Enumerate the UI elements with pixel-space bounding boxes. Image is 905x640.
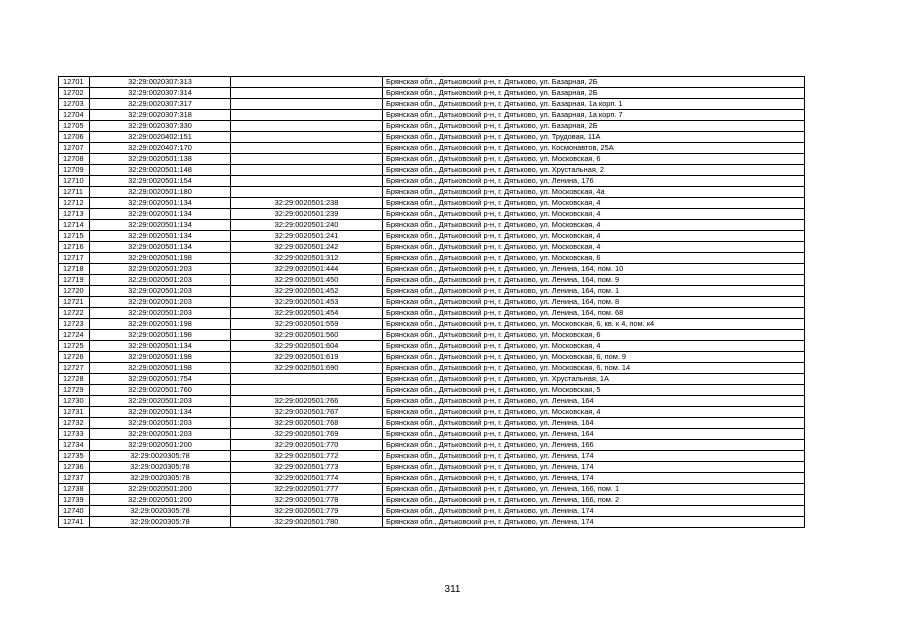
cadastral-number-cell: 32:29:0020407:170 — [90, 143, 231, 154]
row-number-cell: 12726 — [59, 352, 90, 363]
row-number-cell: 12723 — [59, 319, 90, 330]
address-cell: Брянская обл., Дятьковский р-н, г. Дятьково, ул. Московская, 6, кв. к 4, пом. к4 — [383, 319, 805, 330]
row-number-cell: 12717 — [59, 253, 90, 264]
object-number-cell: 32:29:0020501:772 — [231, 451, 383, 462]
address-cell: Брянская обл., Дятьковский р-н, г. Дятьково, ул. Московская, 6 — [383, 154, 805, 165]
row-number-cell: 12712 — [59, 198, 90, 209]
cadastral-number-cell: 32:29:0020501:203 — [90, 297, 231, 308]
row-number-cell: 12727 — [59, 363, 90, 374]
object-number-cell: 32:29:0020501:767 — [231, 407, 383, 418]
row-number-cell: 12728 — [59, 374, 90, 385]
object-number-cell: 32:29:0020501:619 — [231, 352, 383, 363]
object-number-cell: 32:29:0020501:560 — [231, 330, 383, 341]
object-number-cell: 32:29:0020501:452 — [231, 286, 383, 297]
row-number-cell: 12741 — [59, 517, 90, 528]
table-row — [59, 231, 805, 242]
row-number-cell: 12710 — [59, 176, 90, 187]
table-row — [59, 495, 805, 506]
object-number-cell: 32:29:0020501:312 — [231, 253, 383, 264]
table-row — [59, 462, 805, 473]
object-number-cell: 32:29:0020501:780 — [231, 517, 383, 528]
object-number-cell: 32:29:0020501:777 — [231, 484, 383, 495]
row-number-cell: 12740 — [59, 506, 90, 517]
address-cell: Брянская обл., Дятьковский р-н, г. Дятьково, ул. Базарная, 1а корп. 7 — [383, 110, 805, 121]
object-number-cell — [231, 121, 383, 132]
object-number-cell: 32:29:0020501:768 — [231, 418, 383, 429]
table-row — [59, 143, 805, 154]
object-number-cell: 32:29:0020501:773 — [231, 462, 383, 473]
row-number-cell: 12733 — [59, 429, 90, 440]
table-row — [59, 220, 805, 231]
row-number-cell: 12715 — [59, 231, 90, 242]
object-number-cell: 32:29:0020501:769 — [231, 429, 383, 440]
object-number-cell — [231, 187, 383, 198]
address-cell: Брянская обл., Дятьковский р-н, г. Дятьково, ул. Московская, 4 — [383, 242, 805, 253]
table-row — [59, 517, 805, 528]
address-cell: Брянская обл., Дятьковский р-н, г. Дятьково, ул. Московская, 6 — [383, 253, 805, 264]
cadastral-number-cell: 32:29:0020501:134 — [90, 231, 231, 242]
cadastral-number-cell: 32:29:0020501:134 — [90, 198, 231, 209]
address-cell: Брянская обл., Дятьковский р-н, г. Дятьково, ул. Ленина, 176 — [383, 176, 805, 187]
row-number-cell: 12724 — [59, 330, 90, 341]
table-row — [59, 253, 805, 264]
address-cell: Брянская обл., Дятьковский р-н, г. Дятьково, ул. Трудовая, 11А — [383, 132, 805, 143]
table-row — [59, 484, 805, 495]
row-number-cell: 12722 — [59, 308, 90, 319]
address-cell: Брянская обл., Дятьковский р-н, г. Дятьково, ул. Московская, 4 — [383, 407, 805, 418]
object-number-cell: 32:29:0020501:444 — [231, 264, 383, 275]
row-number-cell: 12729 — [59, 385, 90, 396]
object-number-cell — [231, 385, 383, 396]
object-number-cell: 32:29:0020501:239 — [231, 209, 383, 220]
address-cell: Брянская обл., Дятьковский р-н, г. Дятьково, ул. Московская, 4 — [383, 209, 805, 220]
table-row — [59, 165, 805, 176]
row-number-cell: 12718 — [59, 264, 90, 275]
cadastral-number-cell: 32:29:0020501:203 — [90, 396, 231, 407]
table-row — [59, 352, 805, 363]
object-number-cell: 32:29:0020501:778 — [231, 495, 383, 506]
object-number-cell: 32:29:0020501:559 — [231, 319, 383, 330]
cadastral-number-cell: 32:29:0020501:134 — [90, 242, 231, 253]
address-cell: Брянская обл., Дятьковский р-н, г. Дятьково, ул. Ленина, 166 — [383, 440, 805, 451]
table-row — [59, 297, 805, 308]
cadastral-number-cell: 32:29:0020501:203 — [90, 308, 231, 319]
table-row — [59, 88, 805, 99]
row-number-cell: 12737 — [59, 473, 90, 484]
address-cell: Брянская обл., Дятьковский р-н, г. Дятьково, ул. Ленина, 164 — [383, 396, 805, 407]
object-number-cell — [231, 88, 383, 99]
cadastral-number-cell: 32:29:0020501:134 — [90, 209, 231, 220]
table-row — [59, 319, 805, 330]
address-cell: Брянская обл., Дятьковский р-н, г. Дятьково, ул. Базарная, 2Б — [383, 121, 805, 132]
object-number-cell — [231, 374, 383, 385]
row-number-cell: 12714 — [59, 220, 90, 231]
row-number-cell: 12739 — [59, 495, 90, 506]
address-cell: Брянская обл., Дятьковский р-н, г. Дятьково, ул. Ленина, 164, пом. 9 — [383, 275, 805, 286]
object-number-cell: 32:29:0020501:238 — [231, 198, 383, 209]
row-number-cell: 12730 — [59, 396, 90, 407]
table-row — [59, 110, 805, 121]
row-number-cell: 12701 — [59, 77, 90, 88]
table-row — [59, 407, 805, 418]
object-number-cell: 32:29:0020501:779 — [231, 506, 383, 517]
table-row — [59, 451, 805, 462]
cadastral-number-cell: 32:29:0020501:760 — [90, 385, 231, 396]
address-cell: Брянская обл., Дятьковский р-н, г. Дятьково, ул. Космонавтов, 25А — [383, 143, 805, 154]
table-row — [59, 396, 805, 407]
object-number-cell: 32:29:0020501:242 — [231, 242, 383, 253]
object-number-cell: 32:29:0020501:766 — [231, 396, 383, 407]
address-cell: Брянская обл., Дятьковский р-н, г. Дятьково, ул. Ленина, 174 — [383, 506, 805, 517]
row-number-cell: 12711 — [59, 187, 90, 198]
address-cell: Брянская обл., Дятьковский р-н, г. Дятьково, ул. Ленина, 164 — [383, 418, 805, 429]
cadastral-number-cell: 32:29:0020305:78 — [90, 473, 231, 484]
object-number-cell — [231, 165, 383, 176]
object-number-cell — [231, 176, 383, 187]
table-row — [59, 264, 805, 275]
table-row — [59, 330, 805, 341]
cadastral-number-cell: 32:29:0020501:198 — [90, 253, 231, 264]
table-row — [59, 154, 805, 165]
row-number-cell: 12708 — [59, 154, 90, 165]
row-number-cell: 12706 — [59, 132, 90, 143]
cadastral-number-cell: 32:29:0020307:313 — [90, 77, 231, 88]
cadastral-number-cell: 32:29:0020305:78 — [90, 506, 231, 517]
table-row — [59, 506, 805, 517]
address-cell: Брянская обл., Дятьковский р-н, г. Дятьково, ул. Базарная, 2Б — [383, 88, 805, 99]
object-number-cell — [231, 154, 383, 165]
table-row — [59, 121, 805, 132]
address-cell: Брянская обл., Дятьковский р-н, г. Дятьково, ул. Ленина, 164, пом. 10 — [383, 264, 805, 275]
table-row — [59, 77, 805, 88]
address-cell: Брянская обл., Дятьковский р-н, г. Дятьково, ул. Московская, 5 — [383, 385, 805, 396]
address-cell: Брянская обл., Дятьковский р-н, г. Дятьково, ул. Московская, 4 — [383, 341, 805, 352]
table-row — [59, 385, 805, 396]
address-cell: Брянская обл., Дятьковский р-н, г. Дятьково, ул. Хрустальная, 2 — [383, 165, 805, 176]
cadastral-number-cell: 32:29:0020501:180 — [90, 187, 231, 198]
object-number-cell — [231, 110, 383, 121]
cadastral-number-cell: 32:29:0020501:154 — [90, 176, 231, 187]
cadastral-number-cell: 32:29:0020402:151 — [90, 132, 231, 143]
row-number-cell: 12703 — [59, 99, 90, 110]
cadastral-number-cell: 32:29:0020307:317 — [90, 99, 231, 110]
object-number-cell: 32:29:0020501:241 — [231, 231, 383, 242]
address-cell: Брянская обл., Дятьковский р-н, г. Дятьково, ул. Московская, 4 — [383, 198, 805, 209]
object-number-cell — [231, 132, 383, 143]
table-row — [59, 374, 805, 385]
table-row — [59, 132, 805, 143]
address-cell: Брянская обл., Дятьковский р-н, г. Дятьково, ул. Ленина, 164, пом. 68 — [383, 308, 805, 319]
table-row — [59, 473, 805, 484]
page-number: 311 — [444, 584, 461, 595]
cadastral-number-cell: 32:29:0020501:198 — [90, 319, 231, 330]
address-cell: Брянская обл., Дятьковский р-н, г. Дятьково, ул. Ленина, 164, пом. 8 — [383, 297, 805, 308]
cadastral-number-cell: 32:29:0020501:148 — [90, 165, 231, 176]
cadastral-number-cell: 32:29:0020305:78 — [90, 451, 231, 462]
cadastral-number-cell: 32:29:0020501:134 — [90, 220, 231, 231]
address-cell: Брянская обл., Дятьковский р-н, г. Дятьково, ул. Московская, 4 — [383, 220, 805, 231]
cadastral-number-cell: 32:29:0020501:203 — [90, 264, 231, 275]
object-number-cell: 32:29:0020501:453 — [231, 297, 383, 308]
row-number-cell: 12732 — [59, 418, 90, 429]
address-cell: Брянская обл., Дятьковский р-н, г. Дятьково, ул. Московская, 4 — [383, 231, 805, 242]
cadastral-number-cell: 32:29:0020501:203 — [90, 418, 231, 429]
cadastral-number-cell: 32:29:0020501:134 — [90, 341, 231, 352]
cadastral-number-cell: 32:29:0020307:330 — [90, 121, 231, 132]
row-number-cell: 12738 — [59, 484, 90, 495]
row-number-cell: 12704 — [59, 110, 90, 121]
table-row — [59, 209, 805, 220]
object-number-cell: 32:29:0020501:774 — [231, 473, 383, 484]
address-cell: Брянская обл., Дятьковский р-н, г. Дятьково, ул. Ленина, 164, пом. 1 — [383, 286, 805, 297]
cadastral-number-cell: 32:29:0020501:134 — [90, 407, 231, 418]
object-number-cell: 32:29:0020501:240 — [231, 220, 383, 231]
table-row — [59, 286, 805, 297]
cadastral-number-cell: 32:29:0020501:203 — [90, 275, 231, 286]
cadastral-number-cell: 32:29:0020501:138 — [90, 154, 231, 165]
object-number-cell: 32:29:0020501:450 — [231, 275, 383, 286]
address-cell: Брянская обл., Дятьковский р-н, г. Дятьково, ул. Московская, 4а — [383, 187, 805, 198]
table-row — [59, 308, 805, 319]
address-cell: Брянская обл., Дятьковский р-н, г. Дятьково, ул. Базарная, 1а корп. 1 — [383, 99, 805, 110]
cadastral-number-cell: 32:29:0020501:198 — [90, 363, 231, 374]
row-number-cell: 12709 — [59, 165, 90, 176]
row-number-cell: 12720 — [59, 286, 90, 297]
table-row — [59, 440, 805, 451]
cadastral-number-cell: 32:29:0020501:200 — [90, 440, 231, 451]
object-number-cell: 32:29:0020501:690 — [231, 363, 383, 374]
address-cell: Брянская обл., Дятьковский р-н, г. Дятьково, ул. Ленина, 166, пом. 1 — [383, 484, 805, 495]
table-row — [59, 187, 805, 198]
cadastral-number-cell: 32:29:0020501:198 — [90, 330, 231, 341]
row-number-cell: 12719 — [59, 275, 90, 286]
address-cell: Брянская обл., Дятьковский р-н, г. Дятьково, ул. Московская, 6, пом. 9 — [383, 352, 805, 363]
row-number-cell: 12713 — [59, 209, 90, 220]
table-row — [59, 363, 805, 374]
cadastral-number-cell: 32:29:0020305:78 — [90, 517, 231, 528]
table-row — [59, 198, 805, 209]
row-number-cell: 12707 — [59, 143, 90, 154]
object-number-cell: 32:29:0020501:770 — [231, 440, 383, 451]
cadastral-number-cell: 32:29:0020501:200 — [90, 484, 231, 495]
address-cell: Брянская обл., Дятьковский р-н, г. Дятьково, ул. Хрустальная, 1А — [383, 374, 805, 385]
object-number-cell: 32:29:0020501:454 — [231, 308, 383, 319]
table-row — [59, 341, 805, 352]
cadastral-number-cell: 32:29:0020501:203 — [90, 286, 231, 297]
address-cell: Брянская обл., Дятьковский р-н, г. Дятьково, ул. Московская, 6 — [383, 330, 805, 341]
cadastral-number-cell: 32:29:0020307:318 — [90, 110, 231, 121]
address-cell: Брянская обл., Дятьковский р-н, г. Дятьково, ул. Ленина, 174 — [383, 517, 805, 528]
object-number-cell: 32:29:0020501:604 — [231, 341, 383, 352]
address-cell: Брянская обл., Дятьковский р-н, г. Дятьково, ул. Московская, 6, пом. 14 — [383, 363, 805, 374]
table-row — [59, 99, 805, 110]
cadastral-number-cell: 32:29:0020305:78 — [90, 462, 231, 473]
address-cell: Брянская обл., Дятьковский р-н, г. Дятьково, ул. Ленина, 174 — [383, 462, 805, 473]
row-number-cell: 12705 — [59, 121, 90, 132]
object-number-cell — [231, 99, 383, 110]
row-number-cell: 12731 — [59, 407, 90, 418]
registry-table-body — [59, 77, 805, 528]
address-cell: Брянская обл., Дятьковский р-н, г. Дятьково, ул. Ленина, 164 — [383, 429, 805, 440]
table-row — [59, 242, 805, 253]
address-cell: Брянская обл., Дятьковский р-н, г. Дятьково, ул. Ленина, 174 — [383, 473, 805, 484]
table-row — [59, 418, 805, 429]
cadastral-number-cell: 32:29:0020501:200 — [90, 495, 231, 506]
row-number-cell: 12734 — [59, 440, 90, 451]
cadastral-number-cell: 32:29:0020307:314 — [90, 88, 231, 99]
registry-table — [58, 76, 805, 528]
row-number-cell: 12702 — [59, 88, 90, 99]
table-row — [59, 275, 805, 286]
row-number-cell: 12721 — [59, 297, 90, 308]
row-number-cell: 12716 — [59, 242, 90, 253]
address-cell: Брянская обл., Дятьковский р-н, г. Дятьково, ул. Базарная, 2Б — [383, 77, 805, 88]
address-cell: Брянская обл., Дятьковский р-н, г. Дятьково, ул. Ленина, 174 — [383, 451, 805, 462]
cadastral-number-cell: 32:29:0020501:198 — [90, 352, 231, 363]
cadastral-number-cell: 32:29:0020501:754 — [90, 374, 231, 385]
row-number-cell: 12735 — [59, 451, 90, 462]
table-row — [59, 176, 805, 187]
row-number-cell: 12725 — [59, 341, 90, 352]
object-number-cell — [231, 77, 383, 88]
table-row — [59, 429, 805, 440]
cadastral-number-cell: 32:29:0020501:203 — [90, 429, 231, 440]
row-number-cell: 12736 — [59, 462, 90, 473]
object-number-cell — [231, 143, 383, 154]
address-cell: Брянская обл., Дятьковский р-н, г. Дятьково, ул. Ленина, 166, пом. 2 — [383, 495, 805, 506]
